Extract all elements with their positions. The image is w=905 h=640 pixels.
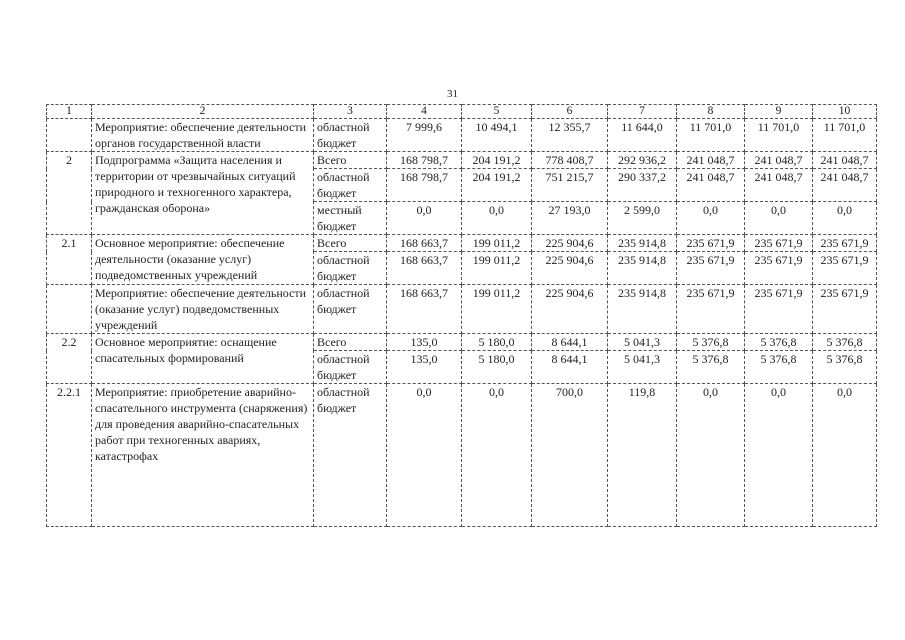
row-number-cell <box>47 285 92 334</box>
funding-source-cell: областной бюджет <box>314 252 387 285</box>
table-row <box>47 285 877 334</box>
row-number-cell: 2.1 <box>47 235 92 285</box>
amount-cell: 5 376,8 <box>677 334 745 351</box>
header-cell: 5 <box>462 105 532 119</box>
amount-cell: 235 671,9 <box>745 235 813 252</box>
amount-cell: 204 191,2 <box>462 152 532 169</box>
amount-cell: 290 337,2 <box>608 169 677 202</box>
funding-source-cell: Всего <box>314 235 387 252</box>
amount-cell: 11 701,0 <box>745 119 813 152</box>
amount-cell: 235 671,9 <box>677 235 745 252</box>
amount-cell: 751 215,7 <box>532 169 608 202</box>
amount-cell: 204 191,2 <box>462 169 532 202</box>
amount-cell: 235 914,8 <box>608 252 677 285</box>
amount-cell: 5 376,8 <box>813 334 877 351</box>
amount-cell: 0,0 <box>677 384 745 527</box>
header-cell: 2 <box>92 105 314 119</box>
header-cell: 10 <box>813 105 877 119</box>
row-name-cell: Основное мероприятие: оснащение спасательных формирований <box>92 334 314 384</box>
row-number-cell: 2 <box>47 152 92 235</box>
amount-cell: 241 048,7 <box>745 152 813 169</box>
amount-cell: 241 048,7 <box>813 169 877 202</box>
amount-cell: 168 663,7 <box>387 252 462 285</box>
amount-cell: 235 671,9 <box>813 252 877 285</box>
amount-cell: 10 494,1 <box>462 119 532 152</box>
amount-cell: 235 671,9 <box>745 252 813 285</box>
amount-cell: 8 644,1 <box>532 351 608 384</box>
header-cell: 1 <box>47 105 92 119</box>
funding-source-cell: Всего <box>314 334 387 351</box>
header-cell: 7 <box>608 105 677 119</box>
amount-cell: 11 701,0 <box>813 119 877 152</box>
amount-cell: 241 048,7 <box>745 169 813 202</box>
amount-cell: 235 671,9 <box>677 285 745 334</box>
table-row <box>47 119 877 152</box>
funding-source-cell: областной бюджет <box>314 384 387 527</box>
table-row <box>47 384 877 527</box>
header-cell: 3 <box>314 105 387 119</box>
amount-cell: 168 663,7 <box>387 235 462 252</box>
amount-cell: 8 644,1 <box>532 334 608 351</box>
funding-source-cell: областной бюджет <box>314 285 387 334</box>
amount-cell: 235 671,9 <box>745 285 813 334</box>
amount-cell: 0,0 <box>813 384 877 527</box>
amount-cell: 7 999,6 <box>387 119 462 152</box>
amount-cell: 168 798,7 <box>387 152 462 169</box>
amount-cell: 235 671,9 <box>677 252 745 285</box>
row-name-cell: Мероприятие: приобретение аварийно-спасательного инструмента (снаряжения) для проведения аварийно-спасательных работ при техногенных авариях, катастрофах <box>92 384 314 527</box>
amount-cell: 0,0 <box>387 384 462 527</box>
table-row <box>47 235 877 252</box>
amount-cell: 225 904,6 <box>532 252 608 285</box>
funding-source-cell: областной бюджет <box>314 351 387 384</box>
amount-cell: 5 180,0 <box>462 334 532 351</box>
amount-cell: 235 914,8 <box>608 235 677 252</box>
amount-cell: 292 936,2 <box>608 152 677 169</box>
amount-cell: 168 663,7 <box>387 285 462 334</box>
amount-cell: 135,0 <box>387 351 462 384</box>
row-number-cell: 2.2 <box>47 334 92 384</box>
amount-cell: 241 048,7 <box>677 169 745 202</box>
amount-cell: 0,0 <box>462 384 532 527</box>
amount-cell: 235 671,9 <box>813 285 877 334</box>
amount-cell: 11 701,0 <box>677 119 745 152</box>
amount-cell: 241 048,7 <box>813 152 877 169</box>
header-cell: 6 <box>532 105 608 119</box>
amount-cell: 0,0 <box>745 384 813 527</box>
amount-cell: 12 355,7 <box>532 119 608 152</box>
header-cell: 8 <box>677 105 745 119</box>
funding-source-cell: местный бюджет <box>314 202 387 235</box>
amount-cell: 0,0 <box>813 202 877 235</box>
amount-cell: 5 376,8 <box>813 351 877 384</box>
amount-cell: 135,0 <box>387 334 462 351</box>
amount-cell: 0,0 <box>677 202 745 235</box>
amount-cell: 235 914,8 <box>608 285 677 334</box>
amount-cell: 5 180,0 <box>462 351 532 384</box>
amount-cell: 168 798,7 <box>387 169 462 202</box>
amount-cell: 11 644,0 <box>608 119 677 152</box>
row-name-cell: Основное мероприятие: обеспечение деятельности (оказание услуг) подведомственных учреждений <box>92 235 314 285</box>
header-row <box>47 105 877 119</box>
amount-cell: 5 376,8 <box>677 351 745 384</box>
amount-cell: 241 048,7 <box>677 152 745 169</box>
funding-source-cell: областной бюджет <box>314 169 387 202</box>
amount-cell: 199 011,2 <box>462 285 532 334</box>
header-cell: 9 <box>745 105 813 119</box>
table-row <box>47 334 877 351</box>
amount-cell: 199 011,2 <box>462 235 532 252</box>
page-number: 31 <box>447 88 458 100</box>
funding-source-cell: областной бюджет <box>314 119 387 152</box>
amount-cell: 2 599,0 <box>608 202 677 235</box>
row-name-cell: Мероприятие: обеспечение деятельности органов государственной власти <box>92 119 314 152</box>
amount-cell: 225 904,6 <box>532 285 608 334</box>
table-row <box>47 152 877 169</box>
amount-cell: 0,0 <box>462 202 532 235</box>
header-cell: 4 <box>387 105 462 119</box>
amount-cell: 199 011,2 <box>462 252 532 285</box>
row-name-cell: Мероприятие: обеспечение деятельности (оказание услуг) подведомственных учреждений <box>92 285 314 334</box>
budget-table <box>46 104 877 527</box>
amount-cell: 5 041,3 <box>608 334 677 351</box>
amount-cell: 225 904,6 <box>532 235 608 252</box>
row-number-cell <box>47 119 92 152</box>
amount-cell: 5 041,3 <box>608 351 677 384</box>
amount-cell: 700,0 <box>532 384 608 527</box>
amount-cell: 0,0 <box>387 202 462 235</box>
amount-cell: 5 376,8 <box>745 351 813 384</box>
amount-cell: 27 193,0 <box>532 202 608 235</box>
amount-cell: 5 376,8 <box>745 334 813 351</box>
amount-cell: 0,0 <box>745 202 813 235</box>
funding-source-cell: Всего <box>314 152 387 169</box>
amount-cell: 235 671,9 <box>813 235 877 252</box>
row-name-cell: Подпрограмма «Защита населения и территории от чрезвычайных ситуаций природного и техногенного характера, гражданская оборона» <box>92 152 314 235</box>
row-number-cell: 2.2.1 <box>47 384 92 527</box>
amount-cell: 778 408,7 <box>532 152 608 169</box>
amount-cell: 119,8 <box>608 384 677 527</box>
